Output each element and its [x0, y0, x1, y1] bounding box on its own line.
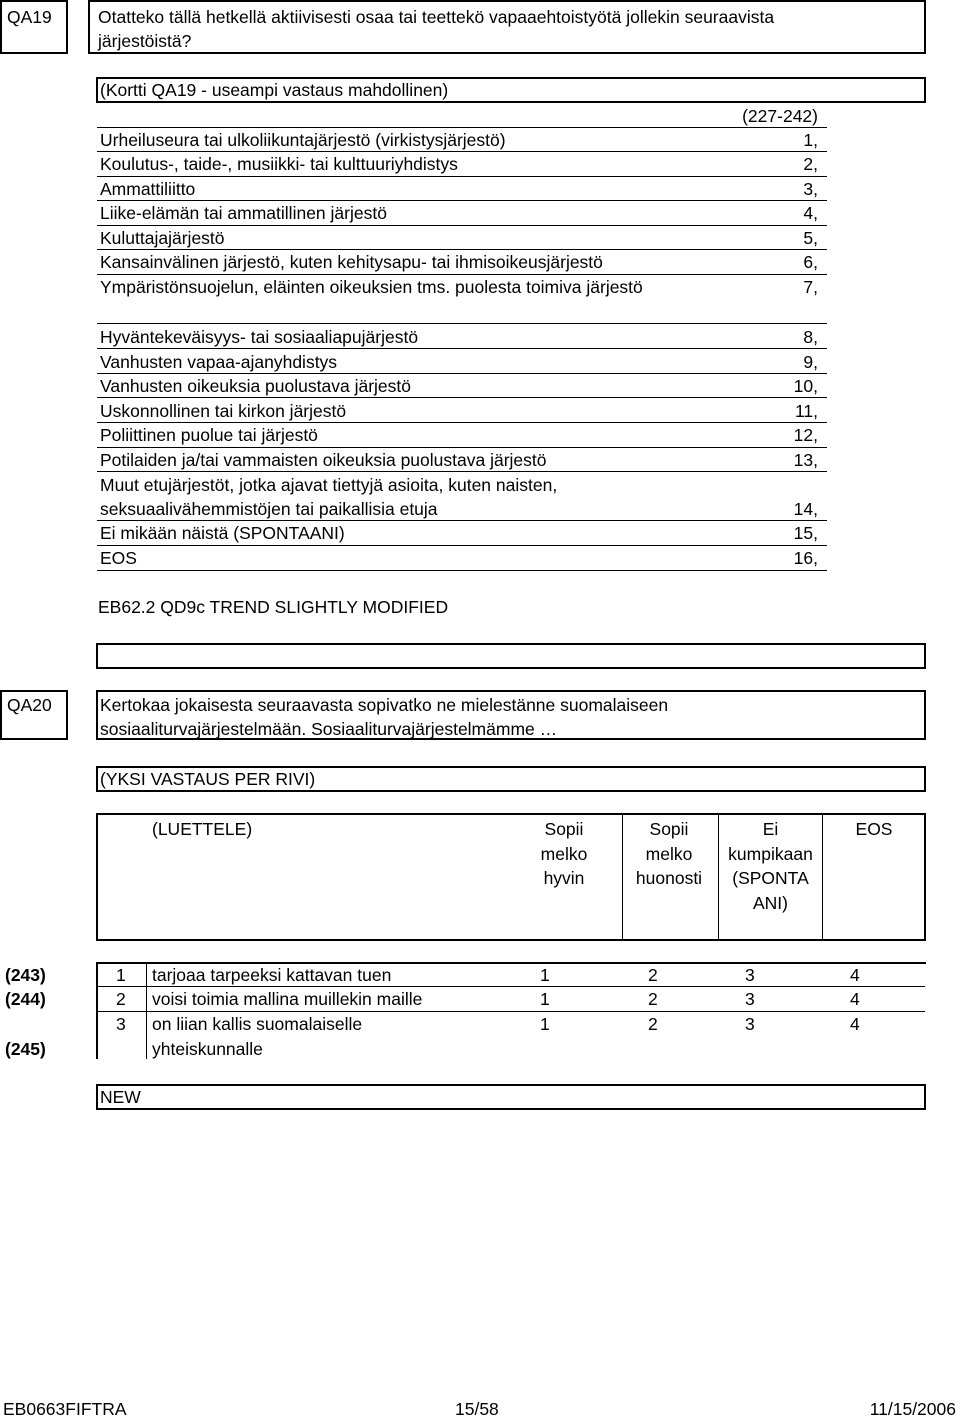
qa20-rows-top-rule: [96, 962, 926, 964]
qa19-question-line1: Otatteko tällä hetkellä aktiivisesti osaa tai teettekö vapaaehtoistyötä jollekin seuraavista: [98, 7, 775, 27]
qa19-code-range: (227-242): [742, 106, 818, 126]
qa20-row-value: 3: [745, 1014, 755, 1034]
qa19-option-code: 12,: [793, 425, 818, 445]
qa19-option-code: 1,: [803, 130, 818, 150]
qa19-option-label: Koulutus-, taide-, musiikki- tai kulttuuriyhdistys: [100, 154, 458, 174]
qa19-option-code: 9,: [803, 352, 818, 372]
qa19-option-label: Uskonnollinen tai kirkon järjestö: [100, 401, 347, 421]
qa20-rows-number-divider: [146, 962, 147, 1059]
qa20-header-col4: EOS: [855, 819, 893, 839]
qa20-row-value: 3: [745, 989, 755, 1009]
qa19-option-label: Vanhusten vapaa-ajanyhdistys: [100, 352, 338, 372]
qa19-question-line2: järjestöistä?: [98, 31, 192, 51]
qa19-option-rule: [97, 176, 827, 177]
qa20-row-value: 1: [540, 989, 550, 1009]
qa20-row-value: 2: [648, 1014, 658, 1034]
qa19-option-rule: [97, 323, 827, 324]
qa20-row-code: (243): [5, 965, 46, 985]
qa20-rows-left-edge: [96, 962, 98, 1059]
qa20-rows-rule: [97, 986, 925, 987]
qa19-option-code: 11,: [794, 401, 818, 421]
qa20-instruction: (YKSI VASTAUS PER RIVI): [100, 769, 316, 789]
qa20-row-value: 1: [540, 965, 550, 985]
qa20-new-box: [96, 1084, 926, 1110]
qa20-row-text: voisi toimia mallina muillekin maille: [152, 989, 423, 1009]
qa20-new-label: NEW: [100, 1087, 141, 1107]
qa19-option-label: Liike-elämän tai ammatillinen järjestö: [100, 203, 387, 223]
qa20-row-text-line2: yhteiskunnalle: [152, 1039, 263, 1059]
qa19-option-rule: [97, 397, 827, 398]
qa19-option-label-line2: seksuaalivähemmistöjen tai paikallisia etuja: [100, 499, 438, 519]
qa19-option-code: 3,: [803, 179, 818, 199]
qa19-option-code: 2,: [803, 154, 818, 174]
footer-doc-id: EB0663FIFTRA: [3, 1399, 127, 1419]
qa19-option-code: 13,: [793, 450, 818, 470]
qa19-empty-box: [96, 643, 926, 669]
qa19-option-code: 4,: [803, 203, 818, 223]
qa20-header-list: (LUETTELE): [152, 819, 253, 839]
qa19-option-label: Kansainvälinen järjestö, kuten kehitysapu- tai ihmisoikeusjärjestö: [100, 252, 603, 272]
qa20-row-value: 4: [850, 1014, 860, 1034]
qa20-question-line2: sosiaaliturvajärjestelmään. Sosiaaliturvajärjestelmämme …: [100, 719, 558, 739]
qa20-id: QA20: [7, 695, 52, 715]
qa20-row-value: 2: [648, 965, 658, 985]
qa19-option-rule: [97, 570, 827, 571]
qa20-row-number: 2: [116, 989, 126, 1009]
qa19-option-code: 16,: [793, 548, 818, 568]
qa19-option-label: Hyväntekeväisyys- tai sosiaaliapujärjestö: [100, 327, 419, 347]
qa19-option-code: 7,: [803, 277, 818, 297]
qa19-option-code: 5,: [803, 228, 818, 248]
qa19-option-label: Ympäristönsuojelun, eläinten oikeuksien tms. puolesta toimiva järjestö: [100, 277, 643, 297]
qa20-row-code: (245): [5, 1039, 46, 1059]
qa20-row-value: 2: [648, 989, 658, 1009]
qa19-option-code: 14,: [793, 499, 818, 519]
qa19-option-label: Potilaiden ja/tai vammaisten oikeuksia puolustava järjestö: [100, 450, 547, 470]
qa20-question-line1: Kertokaa jokaisesta seuraavasta sopivatko ne mielestänne suomalaiseen: [100, 695, 669, 715]
qa19-option-label: EOS: [100, 548, 137, 568]
qa19-option-label: Ammattiliitto: [100, 179, 196, 199]
qa19-option-code: 6,: [803, 252, 818, 272]
qa20-row-number: 1: [116, 965, 126, 985]
qa20-row-value: 4: [850, 965, 860, 985]
qa19-option-label: Ei mikään näistä (SPONTAANI): [100, 523, 345, 543]
qa19-trend-note: EB62.2 QD9c TREND SLIGHTLY MODIFIED: [98, 597, 449, 617]
qa20-row-value: 3: [745, 965, 755, 985]
qa19-option-code: 15,: [793, 523, 818, 543]
qa19-option-rule: [97, 545, 827, 546]
qa19-option-label: Vanhusten oikeuksia puolustava järjestö: [100, 376, 411, 396]
qa20-rows-rule: [97, 1011, 925, 1012]
qa20-row-value: 1: [540, 1014, 550, 1034]
qa20-row-text: on liian kallis suomalaiselle: [152, 1014, 363, 1034]
qa20-row-number: 3: [116, 1014, 126, 1034]
qa20-row-text: tarjoaa tarpeeksi kattavan tuen: [152, 965, 392, 985]
footer-page: 15/58: [455, 1399, 499, 1419]
qa19-option-label: Muut etujärjestöt, jotka ajavat tiettyjä asioita, kuten naisten,: [100, 475, 558, 495]
qa19-option-code: 10,: [793, 376, 818, 396]
qa19-option-rule: [97, 471, 827, 472]
footer-date: 11/15/2006: [869, 1399, 956, 1419]
qa20-header-col3: Ei kumpikaan (SPONTA ANI): [728, 819, 813, 913]
qa20-row-code: (244): [5, 989, 46, 1009]
qa19-instruction: (Kortti QA19 - useampi vastaus mahdollinen): [100, 80, 449, 100]
qa19-option-label: Kuluttajajärjestö: [100, 228, 225, 248]
qa20-row-value: 4: [850, 989, 860, 1009]
qa20-header-col1: Sopii melko hyvin: [540, 819, 588, 888]
qa19-option-rule: [97, 348, 827, 349]
qa19-option-code: 8,: [803, 327, 818, 347]
qa19-id: QA19: [7, 7, 52, 27]
qa20-header-col2: Sopii melko huonosti: [635, 819, 703, 888]
qa19-option-label: Urheiluseura tai ulkoliikuntajärjestö (virkistysjärjestö): [100, 130, 506, 150]
qa19-option-label: Poliittinen puolue tai järjestö: [100, 425, 318, 445]
